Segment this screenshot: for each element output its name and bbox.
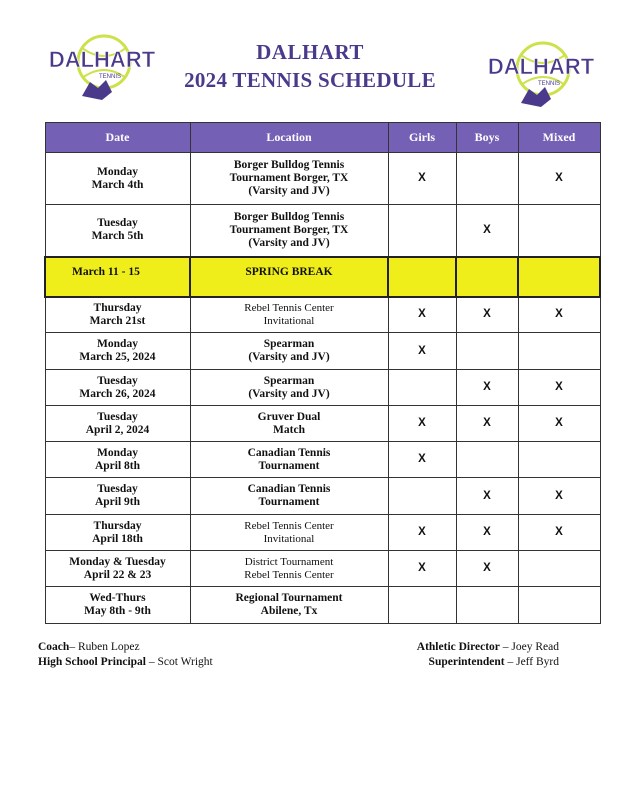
- girls-cell: X: [388, 406, 456, 442]
- girls-cell: [388, 478, 456, 515]
- mixed-cell: X: [518, 478, 600, 515]
- mixed-cell: [518, 333, 600, 370]
- mixed-cell: X: [518, 406, 600, 442]
- principal-line: High School Principal – Scot Wright: [38, 656, 213, 668]
- table-header-row: [45, 123, 600, 153]
- column-header-boys: Boys: [456, 123, 518, 153]
- location-cell: Rebel Tennis Center Invitational: [190, 515, 388, 551]
- girls-cell: X: [388, 442, 456, 478]
- girls-cell: X: [388, 153, 456, 205]
- girls-cell: X: [388, 297, 456, 333]
- girls-cell: X: [388, 515, 456, 551]
- table-row: [45, 205, 600, 257]
- boys-cell: X: [456, 297, 518, 333]
- location-cell: Spearman (Varsity and JV): [190, 370, 388, 406]
- mixed-cell: X: [518, 297, 600, 333]
- dalhart-tennis-logo-right: [481, 41, 601, 111]
- girls-cell: [388, 370, 456, 406]
- location-cell: Spearman (Varsity and JV): [190, 333, 388, 370]
- column-header-location: Location: [190, 123, 388, 153]
- table-row: [45, 370, 600, 406]
- date-cell: Tuesday April 2, 2024: [45, 406, 190, 442]
- location-cell: Canadian Tennis Tournament: [190, 442, 388, 478]
- footer-staff-right: [417, 640, 559, 670]
- column-header-mixed: Mixed: [518, 123, 600, 153]
- logo-sub: TENNIS: [98, 74, 122, 80]
- mixed-cell: [518, 587, 600, 624]
- superintendent-line: Superintendent – Jeff Byrd: [428, 656, 559, 668]
- girls-cell: X: [388, 551, 456, 587]
- date-cell: Monday March 4th: [45, 153, 190, 205]
- mixed-cell: [518, 257, 600, 297]
- boys-cell: X: [456, 205, 518, 257]
- girls-cell: [388, 205, 456, 257]
- girls-cell: X: [388, 333, 456, 370]
- table-row: [45, 551, 600, 587]
- date-cell: Tuesday March 5th: [45, 205, 190, 257]
- table-row: [45, 406, 600, 442]
- table-row: [45, 515, 600, 551]
- mixed-cell: [518, 551, 600, 587]
- boys-cell: X: [456, 370, 518, 406]
- athletic-director-line: Athletic Director – Joey Read: [416, 641, 559, 653]
- date-cell: Tuesday March 26, 2024: [45, 370, 190, 406]
- logo-word: DALHART: [48, 47, 156, 72]
- table-row: [45, 442, 600, 478]
- mixed-cell: X: [518, 370, 600, 406]
- date-cell: Monday March 25, 2024: [45, 333, 190, 370]
- boys-cell: [456, 587, 518, 624]
- date-cell: Monday & Tuesday April 22 & 23: [45, 551, 190, 587]
- boys-cell: X: [456, 406, 518, 442]
- boys-cell: [456, 257, 518, 297]
- date-cell: Tuesday April 9th: [45, 478, 190, 515]
- page-subtitle: 2024 TENNIS SCHEDULE: [184, 68, 436, 92]
- date-cell: Thursday March 21st: [45, 297, 190, 333]
- date-cell: March 11 - 15: [45, 257, 190, 297]
- table-row: [45, 153, 600, 205]
- date-cell: Wed-Thurs May 8th - 9th: [45, 587, 190, 624]
- logo-word-right: DALHART: [487, 54, 595, 79]
- coach-line: Coach– Ruben Lopez: [38, 641, 140, 653]
- boys-cell: X: [456, 551, 518, 587]
- table-row: [45, 297, 600, 333]
- date-cell: Monday April 8th: [45, 442, 190, 478]
- boys-cell: [456, 153, 518, 205]
- location-cell: District Tournament Rebel Tennis Center: [190, 551, 388, 587]
- mixed-cell: X: [518, 515, 600, 551]
- location-cell: SPRING BREAK: [190, 257, 388, 297]
- boys-cell: X: [456, 515, 518, 551]
- column-header-girls: Girls: [388, 123, 456, 153]
- location-cell: Borger Bulldog Tennis Tournament Borger, TX (Varsity and JV): [190, 153, 388, 205]
- location-cell: Canadian Tennis Tournament: [190, 478, 388, 515]
- page-title: DALHART: [256, 40, 364, 64]
- boys-cell: X: [456, 478, 518, 515]
- schedule-table: [44, 122, 601, 624]
- table-row: [45, 587, 600, 624]
- mixed-cell: [518, 205, 600, 257]
- location-cell: Rebel Tennis Center Invitational: [190, 297, 388, 333]
- mixed-cell: [518, 442, 600, 478]
- location-cell: Gruver Dual Match: [190, 406, 388, 442]
- column-header-date: Date: [45, 123, 190, 153]
- table-row: [45, 478, 600, 515]
- mixed-cell: X: [518, 153, 600, 205]
- girls-cell: [388, 587, 456, 624]
- table-row: [45, 333, 600, 370]
- footer-staff-left: [38, 640, 213, 670]
- logo-sub-right: TENNIS: [537, 81, 561, 87]
- boys-cell: [456, 333, 518, 370]
- girls-cell: [388, 257, 456, 297]
- location-cell: Borger Bulldog Tennis Tournament Borger, TX (Varsity and JV): [190, 205, 388, 257]
- date-cell: Thursday April 18th: [45, 515, 190, 551]
- spring-break-row: [45, 257, 600, 297]
- location-cell: Regional Tournament Abilene, Tx: [190, 587, 388, 624]
- boys-cell: [456, 442, 518, 478]
